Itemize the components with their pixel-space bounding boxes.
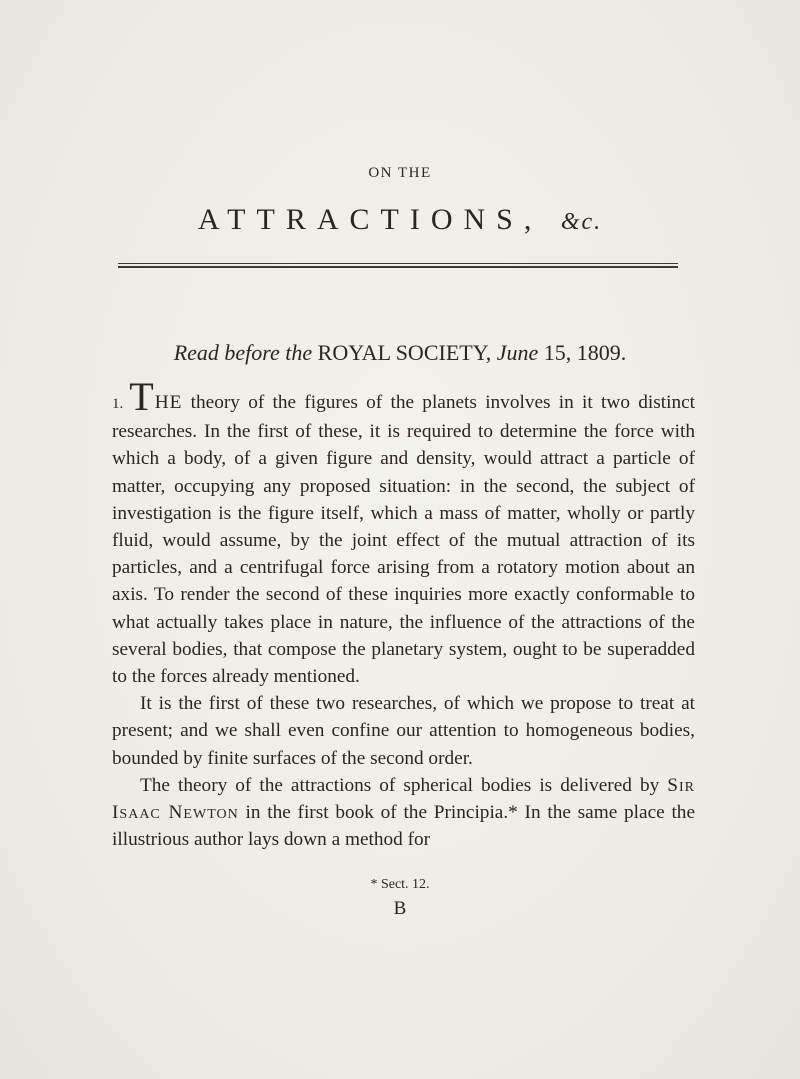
paragraph-2: It is the first of these two researches, of which we propose to treat at present; and we shall even confine our attention to homogeneous bodies, bounded by finite surfaces of the second order. (112, 693, 695, 769)
paragraph-3-after: in the first book of the Principia.* In the same place the illustrious author lays down a method for (112, 802, 696, 851)
drop-cap: T (129, 374, 154, 419)
read-before-prefix: Read before the (173, 340, 313, 365)
main-title (0, 203, 800, 237)
title-text: ATTRACTIONS, (197, 203, 543, 236)
title-suffix: &c. (560, 209, 603, 235)
on-the-heading: ON THE (368, 165, 432, 181)
read-before-line (0, 340, 800, 366)
paragraph-1 (112, 374, 695, 690)
body-text (112, 374, 696, 853)
society-name: ROYAL SOCIETY, (317, 340, 492, 365)
double-rule-divider (118, 263, 678, 268)
date-rest: 15, 1809. (543, 340, 627, 365)
paragraph-3 (112, 772, 695, 854)
author-name: Sir Isaac Newton (112, 774, 695, 824)
paragraph-3-before: The theory of the attractions of spherical bodies is delivered by (140, 774, 660, 796)
lead-word: HE (154, 392, 183, 413)
footnote: * Sect. 12. (370, 877, 430, 892)
date-month: June (496, 340, 539, 365)
paragraph-number: 1. (112, 396, 124, 412)
paragraph-1-text: theory of the figures of the planets involves in it two distinct researches. In the first of these, it is required to determine the force with which a body, of a given figure and density, would attract a particle of matter, occupying any proposed situation: in the second, the subject of investigation is the figure itself, which a mass of matter, wholly or partly fluid, would assume, by the joint effect of the mutual attraction of its particles, and a centrifugal force arising from a rotatory motion about an axis. To render the second of these inquiries more exactly conformable to what actually takes place in nature, the influence of the attractions of the several bodies, that compose the planetary system, ought to be superadded to the forces already mentioned. (112, 392, 695, 688)
signature-mark: B (393, 898, 407, 919)
